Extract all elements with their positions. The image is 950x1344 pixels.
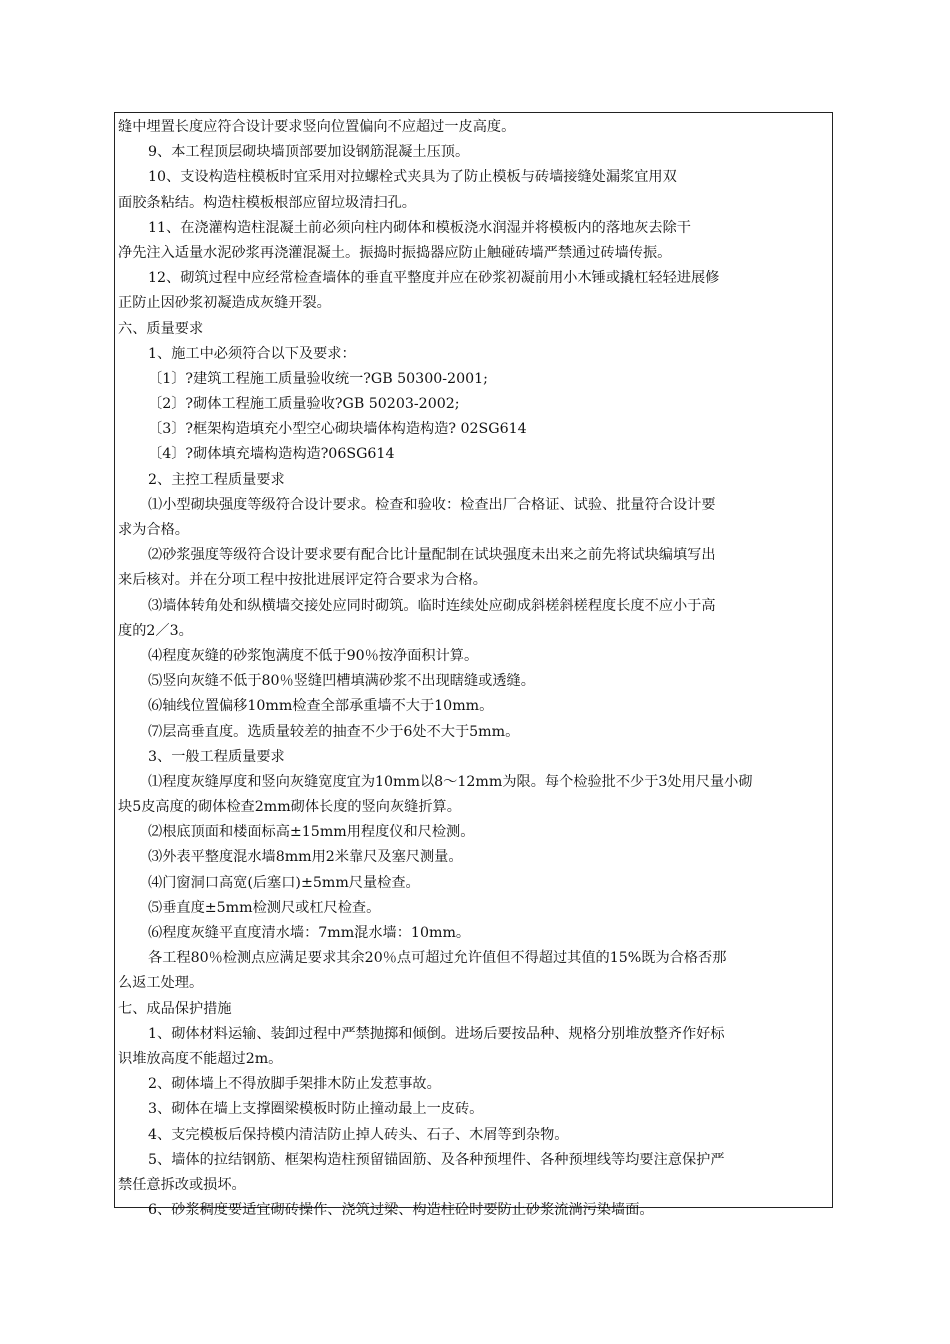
text-line: 5、墙体的拉结钢筋、框架构造柱预留锚固筋、及各种预埋件、各种预埋线等均要注意保护严 (148, 1151, 725, 1168)
text-line: 2、主控工程质量要求 (148, 471, 285, 488)
text-line: ⑴程度灰缝厚度和竖向灰缝宽度宜为10mm以8～12mm为限。每个检验批不少于3处用尺量小砌 (148, 773, 753, 790)
text-line: ⑹程度灰缝平直度清水墙：7mm混水墙：10mm。 (148, 925, 471, 941)
text-line: 么返工处理。 (118, 975, 204, 992)
text-line: 识堆放高度不能超过2m。 (118, 1050, 283, 1067)
text-line: 3、一般工程质量要求 (148, 748, 285, 765)
text-line: ⑵根底顶面和楼面标高±15mm用程度仪和尺检测。 (148, 824, 475, 841)
text-line: 正防止因砂浆初凝造成灰缝开裂。 (118, 295, 331, 312)
text-line: 〔2〕?砌体工程施工质量验收?GB 50203-2002; (148, 396, 460, 413)
text-line: ⑵砂浆强度等级符合设计要求要有配合比计量配制在试块强度未出来之前先将试块编填写出 (148, 547, 716, 564)
text-line: 3、砌体在墙上支撑圈梁模板时防止撞动最上一皮砖。 (148, 1101, 484, 1118)
text-line: 七、成品保护措施 (118, 1000, 232, 1017)
text-line: 净先注入适量水泥砂浆再浇灌混凝土。振捣时振捣器应防止触碰砖墙严禁通过砖墙传振。 (118, 244, 672, 261)
text-line: 〔3〕?框架构造填充小型空心砌块墙体构造构造? 02SG614 (148, 421, 527, 438)
text-line: 1、施工中必须符合以下及要求： (148, 345, 356, 362)
text-line: 〔1〕?建筑工程施工质量验收统一?GB 50300-2001; (148, 370, 488, 387)
text-line: 4、支完模板后保持模内清洁防止掉人砖头、石子、木屑等到杂物。 (148, 1126, 569, 1143)
text-line: 各工程80％检测点应满足要求其余20％点可超过允许值但不得超过其值的15%既为合格否那 (148, 950, 727, 967)
text-line: 六、质量要求 (118, 320, 204, 337)
text-line: ⑺层高垂直度。选质量较差的抽查不少于6处不大于5mm。 (148, 723, 520, 740)
text-line: 12、砌筑过程中应经常检查墙体的垂直平整度并应在砂浆初凝前用小木锤或撬杠轻轻进展修 (148, 270, 720, 287)
text-line: 6、砂浆稠度要适宜砌砖操作、浇筑过梁、构造柱砼时要防止砂浆流淌污染墙面。 (148, 1202, 654, 1219)
text-line: 2、砌体墙上不得放脚手架排木防止发惹事故。 (148, 1076, 441, 1093)
text-line: 来后核对。并在分项工程中按批进展评定符合要求为合格。 (118, 572, 487, 589)
document-table-cell (114, 112, 833, 1219)
text-line: ⑶墙体转角处和纵横墙交接处应同时砌筑。临时连续处应砌成斜槎斜槎程度长度不应小于高 (148, 597, 716, 614)
text-line: 禁任意拆改或损坏。 (118, 1176, 246, 1193)
text-line: ⑷门窗洞口高宽(后塞口)±5mm尺量检查。 (148, 874, 420, 891)
text-line: 10、支设构造柱模板时宜采用对拉螺栓式夹具为了防止模板与砖墙接缝处漏浆宜用双 (148, 169, 677, 186)
text-line: 〔4〕?砌体填充墙构造构造?06SG614 (148, 446, 395, 463)
text-line: ⑶外表平整度混水墙8mm用2米靠尺及塞尺测量。 (148, 849, 463, 866)
text-line: 1、砌体材料运输、装卸过程中严禁抛掷和倾倒。进场后要按品种、规格分别堆放整齐作好标 (148, 1025, 725, 1042)
text-line: 度的2／3。 (118, 622, 193, 639)
text-line: 块5皮高度的砌体检查2mm砌体长度的竖向灰缝折算。 (118, 799, 461, 816)
text-line: ⑴小型砌块强度等级符合设计要求。检查和验收：检查出厂合格证、试验、批量符合设计要 (148, 496, 716, 513)
text-line: ⑸竖向灰缝不低于80％竖缝凹槽填满砂浆不出现瞎缝或透缝。 (148, 673, 535, 690)
text-line: ⑹轴线位置偏移10mm检查全部承重墙不大于10mm。 (148, 698, 494, 715)
text-line: 面胶条粘结。构造柱模板根部应留垃圾清扫孔。 (118, 194, 416, 211)
text-line: ⑷程度灰缝的砂浆饱满度不低于90％按净面积计算。 (148, 647, 479, 664)
text-line: 求为合格。 (118, 522, 189, 538)
text-line: 9、本工程顶层砌块墙顶部要加设钢筋混凝土压顶。 (148, 144, 470, 161)
text-line: ⑸垂直度±5mm检测尺或杠尺检查。 (148, 899, 381, 916)
text-line: 缝中埋置长度应符合设计要求竖向位置偏向不应超过一皮高度。 (118, 119, 516, 135)
text-line: 11、在浇灌构造柱混凝土前必须向柱内砌体和模板浇水润湿并将模板内的落地灰去除干 (148, 219, 691, 236)
